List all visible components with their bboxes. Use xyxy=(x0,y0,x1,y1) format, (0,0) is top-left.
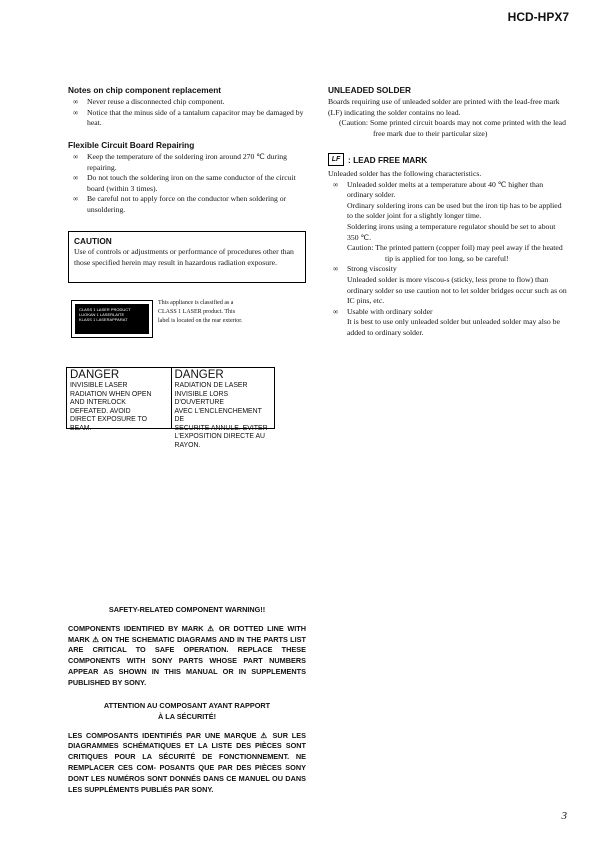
model-number: HCD-HPX7 xyxy=(507,10,569,24)
safety-warning-fr-title-1: ATTENTION AU COMPOSANT AYANT RAPPORT xyxy=(103,701,271,710)
unleaded-text: Boards requiring use of unleaded solder are printed with the lead-free mark (LF) indicating the solder contains no lead. xyxy=(328,97,560,117)
bullet-icon: ∞ xyxy=(73,107,79,117)
lead-free-item-2: ∞ Strong viscosity xyxy=(333,264,397,274)
safety-warning-fr-text: LES COMPOSANTS IDENTIFIÉS PAR UNE MARQUE ⚠ SUR LES DIAGRAMMES SCHÉMATIQUES ET LA LISTE DES PIÈCES SONT CRITIQUES POUR LA SÉCURITÉ DE FONCTIONNEMENT. NE REMPLACER CES COM- POSANTS QUE PAR DES PIÈCES SONY DONT LES NUMÉROS SONT DONNÉS DANS CE MANUEL OU DANS LES SUPPLÉMENTS PUBLIÉS PAR SONY. xyxy=(68,730,306,794)
laser-label-line-2: LUOKAN 1 LASERLAITE xyxy=(79,312,125,317)
flex-title: Flexible Circuit Board Repairing xyxy=(68,140,195,150)
laser-label xyxy=(71,300,153,338)
lead-free-item-3: ∞ Usable with ordinary solder xyxy=(333,306,433,316)
page-number: 3 xyxy=(561,810,567,822)
lead-free-item-3-text: It is best to use only unleaded solder but unleaded solder may also be added to ordinary solder. xyxy=(347,317,560,337)
lead-free-title: : LEAD FREE MARK xyxy=(348,155,428,165)
lead-free-item-1: ∞ Unleaded solder melts at a temperature about 40 ℃ higher than ordinary solder. xyxy=(333,179,544,200)
bullet-icon: ∞ xyxy=(333,264,339,274)
chip-section xyxy=(68,85,306,129)
safety-warning-text: COMPONENTS IDENTIFIED BY MARK ⚠ OR DOTTED LINE WITH MARK ⚠ ON THE SCHEMATIC DIAGRAMS AND IN THE PARTS LIST ARE CRITICAL TO SAFE OPERATION. REPLACE THESE COMPONENTS WITH SONY PARTS WHOSE PART NUMBERS APPEAR AS SHOWN IN THIS MANUAL OR IN SUPPLEMENTS PUBLISHED BY SONY. xyxy=(68,623,306,687)
safety-warning-en xyxy=(68,605,306,689)
bullet-icon: ∞ xyxy=(333,306,339,316)
lead-free-item-1-p1: Ordinary soldering irons can be used but the iron tip has to be applied to the solder joint for a slightly longer time. xyxy=(347,200,562,221)
danger-english: DANGER INVISIBLE LASER RADIATION WHEN OPEN AND INTERLOCK DEFEATED. AVOID DIRECT EXPOSURE TO BEAM. xyxy=(67,368,171,428)
bullet-icon: ∞ xyxy=(73,152,79,161)
chip-item-2: ∞ Notice that the minus side of a tantalum capacitor may be damaged by heat. xyxy=(73,107,304,128)
flex-section xyxy=(68,140,306,216)
lead-free-intro: Unleaded solder has the following characteristics. xyxy=(328,169,482,178)
safety-warning-fr xyxy=(68,701,306,795)
lead-free-mark-icon: LF xyxy=(328,153,344,166)
safety-warning-title: SAFETY-RELATED COMPONENT WARNING!! xyxy=(108,605,266,614)
unleaded-caution: (Caution: Some printed circuit boards may not come printed with the lead free mark due to their particular size) xyxy=(339,118,566,138)
unleaded-section xyxy=(328,85,568,139)
bullet-icon: ∞ xyxy=(73,97,79,106)
lead-free-item-2-text: Unleaded solder is more viscou-s (sticky, less prone to flow) than ordinary solder so use caution not to let solder bridges occur such as on IC pins, etc. xyxy=(347,274,567,306)
safety-warning-fr-title-2: À LA SÉCURITÉ! xyxy=(157,711,217,721)
chip-title: Notes on chip component replacement xyxy=(68,85,222,95)
laser-label-line-3: KLASS 1 LASERAPPARAT xyxy=(79,317,128,322)
flex-item-1: ∞ Keep the temperature of the soldering iron around 270 ℃ during repairing. xyxy=(73,152,287,172)
lead-free-item-1-caution: Caution: The printed pattern (copper foil) may peel away if the heated tip is applied for too long, so be careful! xyxy=(347,243,563,263)
flex-item-3: ∞ Be careful not to apply force on the conductor when soldering or unsoldering. xyxy=(73,194,287,214)
danger-title: DANGER xyxy=(70,369,120,381)
danger-label xyxy=(66,367,275,449)
lead-free-section xyxy=(328,150,568,339)
bullet-icon: ∞ xyxy=(333,179,339,189)
caution-title: CAUTION xyxy=(74,236,112,246)
laser-label-line-1: CLASS 1 LASER PRODUCT xyxy=(79,307,131,312)
flex-item-2: ∞ Do not touch the soldering iron on the same conductor of the circuit board (within 3 times). xyxy=(73,173,296,193)
bullet-icon: ∞ xyxy=(73,173,79,183)
caution-box xyxy=(68,231,306,283)
danger-french: DANGER RADIATION DE LASER INVISIBLE LORS D'OUVERTURE AVEC L'ENCLENCHEMENT DE SECURITE ANNULE. EVITER L'EXPOSITION DIRECTE AU RAYON. xyxy=(171,368,275,428)
unleaded-title: UNLEADED SOLDER xyxy=(328,85,411,95)
chip-item-1: ∞ Never reuse a disconnected chip component. xyxy=(73,97,225,106)
danger-title: DANGER xyxy=(174,369,224,381)
laser-label-description: This appliance is classified as a CLASS 1 LASER product. This label is located on the rear exterior. xyxy=(158,300,243,324)
caution-text: Use of controls or adjustments or performance of procedures other than those specified herein may result in hazardous radiation exposure. xyxy=(74,247,294,267)
lead-free-item-1-p2: Soldering irons using a temperature regulator should be set to about 350 ℃. xyxy=(347,221,556,242)
bullet-icon: ∞ xyxy=(73,194,79,204)
